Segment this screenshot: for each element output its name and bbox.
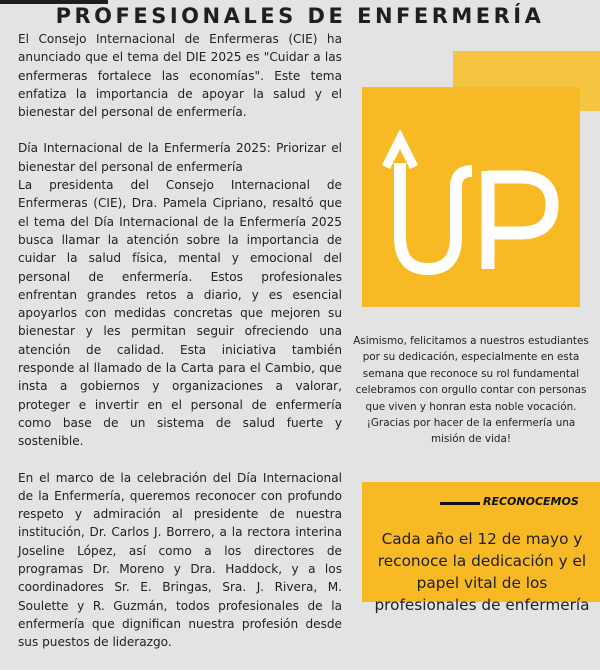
up-logo <box>362 87 580 307</box>
recognition-panel <box>362 482 600 614</box>
up-arrow-logo-icon <box>362 87 580 307</box>
article-subheading: Día Internacional de la Enfermería 2025: Priorizar el bienestar del personal de enfermería <box>18 141 342 174</box>
students-message: Asimismo, felicitamos a nuestros estudiantes por su dedicación, especialmente en esta semana que reconoce su rol fundamental celebramos con orgullo contar con personas que viven y honran esta noble vocación. ¡Gracias por hacer de la enfermería una misión de vida! <box>353 335 589 446</box>
recognition-title: RECONOCEMOS <box>483 495 579 508</box>
article-body <box>18 30 342 670</box>
article-paragraph-president: La presidenta del Consejo Internacional de Enfermeras (CIE), Dra. Pamela Cipriano, resaltó que el tema del Día Internacional de la Enfermería 2025 busca llamar la atención sobre la importancia de cuidar la salud física, mental y emocional del personal de enfermería. Estos profesionales enfrentan grandes retos a diario, y es esencial apoyarlos con medidas concretas que mejoren su bienestar y les permitan seguir ofreciendo una atención de calidad. Esta iniciativa también responde al llamado de la Carta para el Cambio, que insta a gobiernos y organizaciones a valorar, proteger e invertir en el personal de enfermería como base de un sistema de salud fuerte y sostenible. <box>18 178 342 449</box>
page-title: PROFESIONALES DE ENFERMERÍA <box>55 4 545 28</box>
recognition-text: Cada año el 12 de mayo y reconoce la dedicación y el papel vital de los profesionales de enfermería <box>374 530 590 614</box>
article-paragraph-recognition: En el marco de la celebración del Día Internacional de la Enfermería, queremos reconocer con profundo respeto y admiración al presidente de nuestra institución, Dr. Carlos J. Borrero, a la rectora interina Joseline López, así como a los directores de programas Dr. Moreno y Dra. Haddock, y a los coordinadores Sr. E. Bringas, Sra. J. Rivera, M. Soulette y R. Guzmán, todos profesionales de la enfermería que dignifican nuestra profesión desde sus puestos de liderazgo. <box>18 470 342 650</box>
recognition-divider <box>440 502 480 505</box>
article-paragraph-intro: El Consejo Internacional de Enfermeras (CIE) ha anunciado que el tema del DIE 2025 es "Cuidar a las enfermeras fortalece las economías". Este tema enfatiza la importancia de apoyar la salud y el bienestar del personal de enfermería. <box>18 32 342 120</box>
